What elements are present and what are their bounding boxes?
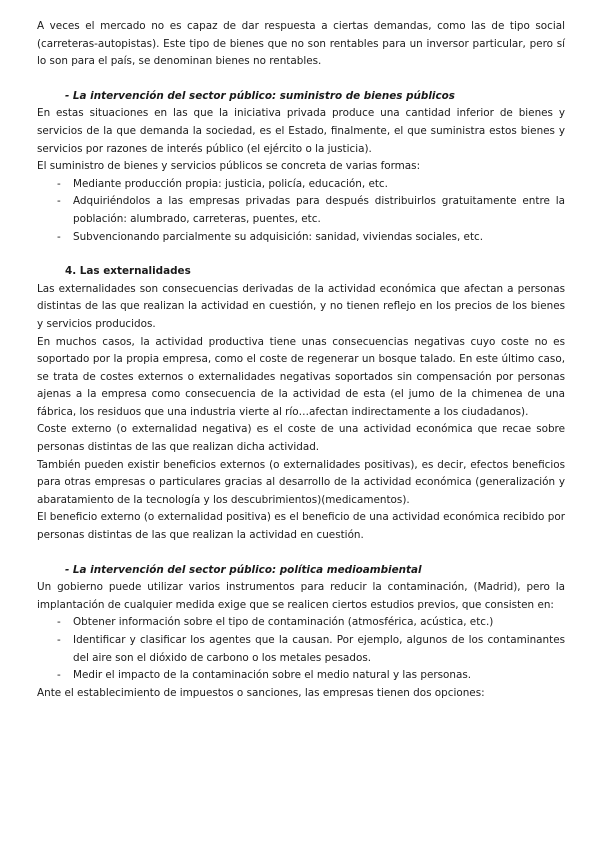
externalities-paragraph-5: El beneficio externo (o externalidad positiva) es el beneficio de una actividad económica recibido por personas distintas de las que realizan la actividad en cuestión. [37, 511, 565, 542]
list-item: - Medir el impacto de la contaminación sobre el medio natural y las personas. [37, 667, 565, 685]
list-item: - Mediante producción propia: justicia, policía, educación, etc. [37, 176, 565, 194]
externalities-paragraph-1: Las externalidades son consecuencias derivadas de la actividad económica que afectan a personas distintas de las que realizan la actividad en cuestión, y no tienen reflejo en los precios de los bienes y servicios producidos. [37, 282, 565, 330]
environment-closing: Ante el establecimiento de impuestos o sanciones, las empresas tienen dos opciones: [37, 686, 485, 699]
list-item: - Adquiriéndolos a las empresas privadas para después distribuirlos gratuitamente entre la población: alumbrado, carreteras, puentes, etc. [37, 193, 565, 228]
environment-heading: - La intervención del sector público: política medioambiental [65, 563, 422, 576]
externalities-paragraph-2: En muchos casos, la actividad productiva tiene unas consecuencias negativas cuyo coste no es soportado por la propia empresa, como el coste de regenerar un bosque talado. En este último caso, se trata de costes externos o externalidades negativas soportados sin compensación por personas ajenas a la empresa como consecuencia de la actividad de esta (el jumo de la chimenea de una fábrica, los residuos que una industria vierte al río…afectan indirectamente a los ciudadanos). [37, 335, 565, 418]
public-goods-paragraph-1: En estas situaciones en las que la iniciativa privada produce una cantidad inferior de bienes y servicios de la que demanda la sociedad, es el Estado, finalmente, el que suministra estos bienes y servicios por razones de interés público (el ejército o la justicia). [37, 107, 565, 155]
document-page [37, 18, 565, 702]
externalities-paragraph-4: También pueden existir beneficios externos (o externalidades positivas), es decir, efectos beneficios para otras empresas o particulares gracias al desarrollo de la actividad económica (generalización y abaratamiento de la tecnología y los descubrimientos)(medicamentos). [37, 458, 565, 506]
list-item: - Obtener información sobre el tipo de contaminación (atmosférica, acústica, etc.) [37, 614, 565, 632]
public-goods-heading: - La intervención del sector público: suministro de bienes públicos [65, 89, 455, 102]
externalities-paragraph-3: Coste externo (o externalidad negativa) es el coste de una actividad económica que recae sobre personas distintas de las que realizan dicha actividad. [37, 423, 565, 454]
public-goods-paragraph-2: El suministro de bienes y servicios públicos se concreta de varias formas: [37, 160, 421, 173]
environment-list [37, 614, 565, 684]
intro-paragraph: A veces el mercado no es capaz de dar respuesta a ciertas demandas, como las de tipo social (carreteras-autopistas). Este tipo de bienes que no son rentables para un inversor particular, pero sí lo son para el país, se denominan bienes no rentables. [37, 20, 565, 68]
externalities-heading: 4. Las externalidades [65, 265, 191, 278]
public-goods-list [37, 176, 565, 246]
list-item: - Subvencionando parcialmente su adquisición: sanidad, viviendas sociales, etc. [37, 229, 565, 247]
environment-paragraph: Un gobierno puede utilizar varios instrumentos para reducir la contaminación, (Madrid), pero la implantación de cualquier medida exige que se realicen ciertos estudios previos, que consisten en: [37, 581, 565, 611]
list-item: - Identificar y clasificar los agentes que la causan. Por ejemplo, algunos de los contaminantes del aire son el dióxido de carbono o los metales pesados. [37, 632, 565, 667]
